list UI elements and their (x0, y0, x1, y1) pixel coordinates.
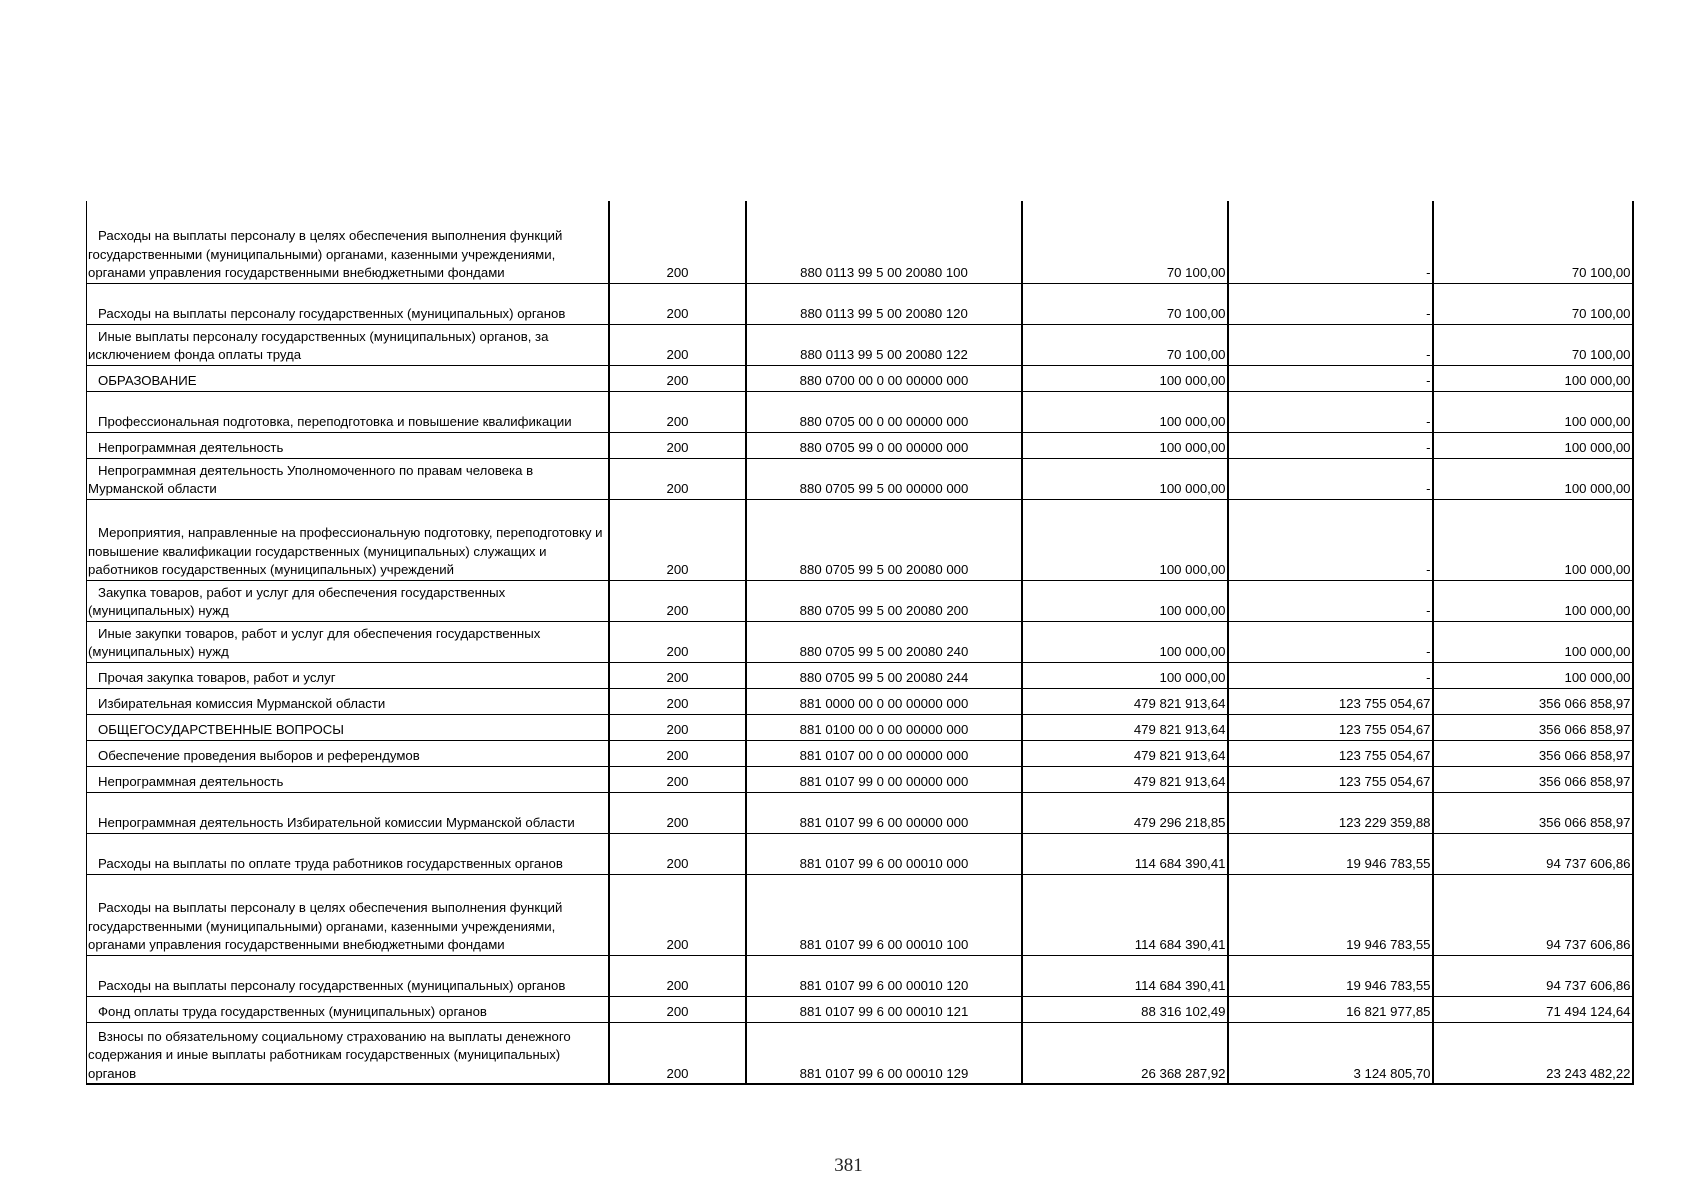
row-done-cell: - (1228, 621, 1433, 662)
row-kbk-cell: 881 0107 99 6 00 00000 000 (746, 792, 1022, 833)
row-name-cell (87, 766, 609, 792)
row-kbk-cell: 881 0100 00 0 00 00000 000 (746, 714, 1022, 740)
budget-table (86, 201, 1634, 1085)
row-done-cell: 19 946 783,55 (1228, 833, 1433, 874)
row-done-cell: - (1228, 432, 1433, 458)
row-kbk-cell: 880 0113 99 5 00 20080 100 (746, 201, 1022, 283)
row-kbk-cell: 880 0705 99 0 00 00000 000 (746, 432, 1022, 458)
row-rest-cell: 71 494 124,64 (1433, 996, 1633, 1022)
row-rest-cell: 100 000,00 (1433, 662, 1633, 688)
row-name-cell (87, 391, 609, 432)
row-code-cell: 200 (609, 688, 746, 714)
row-name-text: Иные выплаты персоналу государственных (муниципальных) органов, за исключением фонда оплаты труда (88, 328, 549, 362)
row-plan-cell: 479 296 218,85 (1022, 792, 1228, 833)
row-rest-cell: 94 737 606,86 (1433, 955, 1633, 996)
row-rest-cell: 100 000,00 (1433, 621, 1633, 662)
row-plan-cell: 100 000,00 (1022, 499, 1228, 580)
row-code-cell: 200 (609, 792, 746, 833)
row-done-cell: 19 946 783,55 (1228, 874, 1433, 955)
row-plan-cell: 88 316 102,49 (1022, 996, 1228, 1022)
row-code-cell: 200 (609, 499, 746, 580)
table-row (87, 432, 1633, 458)
row-name-text: Фонд оплаты труда государственных (муниципальных) органов (98, 1004, 487, 1019)
row-plan-cell: 100 000,00 (1022, 458, 1228, 499)
row-plan-cell: 114 684 390,41 (1022, 833, 1228, 874)
row-kbk-cell: 880 0705 99 5 00 20080 240 (746, 621, 1022, 662)
row-plan-cell: 479 821 913,64 (1022, 766, 1228, 792)
row-name-text: ОБЩЕГОСУДАРСТВЕННЫЕ ВОПРОСЫ (98, 722, 344, 737)
table-row (87, 580, 1633, 621)
row-done-cell: 123 229 359,88 (1228, 792, 1433, 833)
row-code-cell: 200 (609, 874, 746, 955)
row-kbk-cell: 880 0705 99 5 00 00000 000 (746, 458, 1022, 499)
row-name-text: Расходы на выплаты персоналу в целях обеспечения выполнения функций государственными (муниципальными) органами, казенными учреждениями, органами управления государственными внебюджетными фондами (88, 900, 563, 952)
row-code-cell: 200 (609, 740, 746, 766)
row-kbk-cell: 880 0705 00 0 00 00000 000 (746, 391, 1022, 432)
row-name-cell (87, 324, 609, 365)
row-code-cell: 200 (609, 365, 746, 391)
table-row (87, 740, 1633, 766)
row-kbk-cell: 881 0000 00 0 00 00000 000 (746, 688, 1022, 714)
table-row (87, 201, 1633, 283)
table-row (87, 1022, 1633, 1084)
row-name-cell (87, 740, 609, 766)
row-kbk-cell: 881 0107 99 6 00 00010 120 (746, 955, 1022, 996)
row-code-cell: 200 (609, 996, 746, 1022)
row-name-cell (87, 365, 609, 391)
row-plan-cell: 26 368 287,92 (1022, 1022, 1228, 1084)
row-kbk-cell: 881 0107 99 6 00 00010 129 (746, 1022, 1022, 1084)
row-rest-cell: 356 066 858,97 (1433, 792, 1633, 833)
row-kbk-cell: 880 0113 99 5 00 20080 122 (746, 324, 1022, 365)
row-name-cell (87, 499, 609, 580)
row-plan-cell: 100 000,00 (1022, 662, 1228, 688)
row-rest-cell: 94 737 606,86 (1433, 833, 1633, 874)
row-done-cell: - (1228, 201, 1433, 283)
row-done-cell: 19 946 783,55 (1228, 955, 1433, 996)
row-plan-cell: 479 821 913,64 (1022, 688, 1228, 714)
row-rest-cell: 94 737 606,86 (1433, 874, 1633, 955)
row-code-cell: 200 (609, 1022, 746, 1084)
table-row (87, 688, 1633, 714)
row-name-cell (87, 458, 609, 499)
row-code-cell: 200 (609, 432, 746, 458)
row-rest-cell: 356 066 858,97 (1433, 740, 1633, 766)
row-plan-cell: 114 684 390,41 (1022, 955, 1228, 996)
row-rest-cell: 70 100,00 (1433, 283, 1633, 324)
row-code-cell: 200 (609, 580, 746, 621)
row-code-cell: 200 (609, 714, 746, 740)
table-row (87, 499, 1633, 580)
row-name-text: Иные закупки товаров, работ и услуг для обеспечения государственных (муниципальных) нужд (88, 625, 541, 659)
row-rest-cell: 100 000,00 (1433, 458, 1633, 499)
row-rest-cell: 100 000,00 (1433, 499, 1633, 580)
table-row (87, 458, 1633, 499)
row-name-text: ОБРАЗОВАНИЕ (98, 373, 197, 388)
row-plan-cell: 100 000,00 (1022, 580, 1228, 621)
row-rest-cell: 100 000,00 (1433, 391, 1633, 432)
row-name-cell (87, 955, 609, 996)
table-row (87, 662, 1633, 688)
row-name-cell (87, 792, 609, 833)
table-row (87, 996, 1633, 1022)
table-row (87, 714, 1633, 740)
table-row (87, 766, 1633, 792)
row-name-text: Непрограммная деятельность Уполномоченного по правам человека в Мурманской области (88, 462, 534, 496)
row-done-cell: 16 821 977,85 (1228, 996, 1433, 1022)
table-row (87, 955, 1633, 996)
row-name-text: Расходы на выплаты персоналу государственных (муниципальных) органов (98, 306, 566, 321)
row-code-cell: 200 (609, 621, 746, 662)
row-name-text: Расходы на выплаты по оплате труда работников государственных органов (98, 856, 563, 871)
row-kbk-cell: 881 0107 00 0 00 00000 000 (746, 740, 1022, 766)
row-code-cell: 200 (609, 391, 746, 432)
table-row (87, 365, 1633, 391)
row-code-cell: 200 (609, 955, 746, 996)
row-kbk-cell: 880 0113 99 5 00 20080 120 (746, 283, 1022, 324)
table-row (87, 874, 1633, 955)
row-rest-cell: 23 243 482,22 (1433, 1022, 1633, 1084)
row-name-text: Мероприятия, направленные на профессиональную подготовку, переподготовку и повышение квалификации государственных (муниципальных) служащих и работников государственных (муниципальных) учреждений (88, 525, 603, 577)
row-rest-cell: 70 100,00 (1433, 201, 1633, 283)
row-plan-cell: 100 000,00 (1022, 621, 1228, 662)
row-name-cell (87, 432, 609, 458)
row-name-text: Непрограммная деятельность (98, 774, 284, 789)
row-name-text: Расходы на выплаты персоналу в целях обеспечения выполнения функций государственными (муниципальными) органами, казенными учреждениями, органами управления государственными внебюджетными фондами (88, 228, 563, 280)
row-name-cell (87, 996, 609, 1022)
row-done-cell: 123 755 054,67 (1228, 688, 1433, 714)
row-done-cell: 123 755 054,67 (1228, 714, 1433, 740)
row-code-cell: 200 (609, 662, 746, 688)
row-kbk-cell: 880 0705 99 5 00 20080 244 (746, 662, 1022, 688)
row-rest-cell: 356 066 858,97 (1433, 766, 1633, 792)
row-name-cell (87, 201, 609, 283)
row-code-cell: 200 (609, 283, 746, 324)
row-kbk-cell: 880 0700 00 0 00 00000 000 (746, 365, 1022, 391)
row-rest-cell: 100 000,00 (1433, 365, 1633, 391)
row-done-cell: - (1228, 324, 1433, 365)
row-name-cell (87, 283, 609, 324)
row-plan-cell: 100 000,00 (1022, 391, 1228, 432)
table-row (87, 324, 1633, 365)
row-done-cell: - (1228, 662, 1433, 688)
row-rest-cell: 70 100,00 (1433, 324, 1633, 365)
row-kbk-cell: 881 0107 99 6 00 00010 100 (746, 874, 1022, 955)
row-code-cell: 200 (609, 766, 746, 792)
row-name-cell (87, 1022, 609, 1084)
row-done-cell: 123 755 054,67 (1228, 740, 1433, 766)
table-row (87, 621, 1633, 662)
row-name-cell (87, 662, 609, 688)
row-kbk-cell: 880 0705 99 5 00 20080 200 (746, 580, 1022, 621)
row-name-cell (87, 714, 609, 740)
table-row (87, 833, 1633, 874)
row-plan-cell: 479 821 913,64 (1022, 714, 1228, 740)
row-name-cell (87, 688, 609, 714)
row-name-cell (87, 874, 609, 955)
row-done-cell: - (1228, 365, 1433, 391)
row-done-cell: - (1228, 499, 1433, 580)
row-done-cell: - (1228, 391, 1433, 432)
row-plan-cell: 70 100,00 (1022, 201, 1228, 283)
row-done-cell: - (1228, 580, 1433, 621)
row-kbk-cell: 881 0107 99 0 00 00000 000 (746, 766, 1022, 792)
row-kbk-cell: 881 0107 99 6 00 00010 000 (746, 833, 1022, 874)
row-name-cell (87, 833, 609, 874)
row-kbk-cell: 880 0705 99 5 00 20080 000 (746, 499, 1022, 580)
row-kbk-cell: 881 0107 99 6 00 00010 121 (746, 996, 1022, 1022)
row-code-cell: 200 (609, 201, 746, 283)
row-plan-cell: 70 100,00 (1022, 283, 1228, 324)
row-name-text: Взносы по обязательному социальному страхованию на выплаты денежного содержания и иные выплаты работникам государственных (муниципальных) органов (88, 1028, 571, 1081)
table-row (87, 391, 1633, 432)
row-rest-cell: 356 066 858,97 (1433, 714, 1633, 740)
row-name-text: Обеспечение проведения выборов и референдумов (98, 748, 420, 763)
row-name-text: Непрограммная деятельность Избирательной комиссии Мурманской области (98, 815, 575, 830)
row-plan-cell: 100 000,00 (1022, 365, 1228, 391)
row-plan-cell: 100 000,00 (1022, 432, 1228, 458)
row-name-text: Прочая закупка товаров, работ и услуг (98, 670, 336, 685)
row-rest-cell: 356 066 858,97 (1433, 688, 1633, 714)
row-name-text: Избирательная комиссия Мурманской области (98, 696, 386, 711)
budget-table-body (87, 201, 1633, 1084)
row-name-text: Закупка товаров, работ и услуг для обеспечения государственных (муниципальных) нужд (88, 584, 506, 618)
page-number: 381 (834, 1155, 863, 1176)
row-name-text: Расходы на выплаты персоналу государственных (муниципальных) органов (98, 978, 566, 993)
row-done-cell: 123 755 054,67 (1228, 766, 1433, 792)
row-name-cell (87, 580, 609, 621)
row-done-cell: - (1228, 283, 1433, 324)
row-plan-cell: 70 100,00 (1022, 324, 1228, 365)
row-code-cell: 200 (609, 458, 746, 499)
table-row (87, 792, 1633, 833)
row-name-text: Профессиональная подготовка, переподготовка и повышение квалификации (98, 414, 572, 429)
row-plan-cell: 114 684 390,41 (1022, 874, 1228, 955)
row-done-cell: - (1228, 458, 1433, 499)
row-code-cell: 200 (609, 324, 746, 365)
row-code-cell: 200 (609, 833, 746, 874)
row-done-cell: 3 124 805,70 (1228, 1022, 1433, 1084)
row-plan-cell: 479 821 913,64 (1022, 740, 1228, 766)
row-name-cell (87, 621, 609, 662)
row-rest-cell: 100 000,00 (1433, 580, 1633, 621)
table-row (87, 283, 1633, 324)
row-rest-cell: 100 000,00 (1433, 432, 1633, 458)
row-name-text: Непрограммная деятельность (98, 440, 284, 455)
